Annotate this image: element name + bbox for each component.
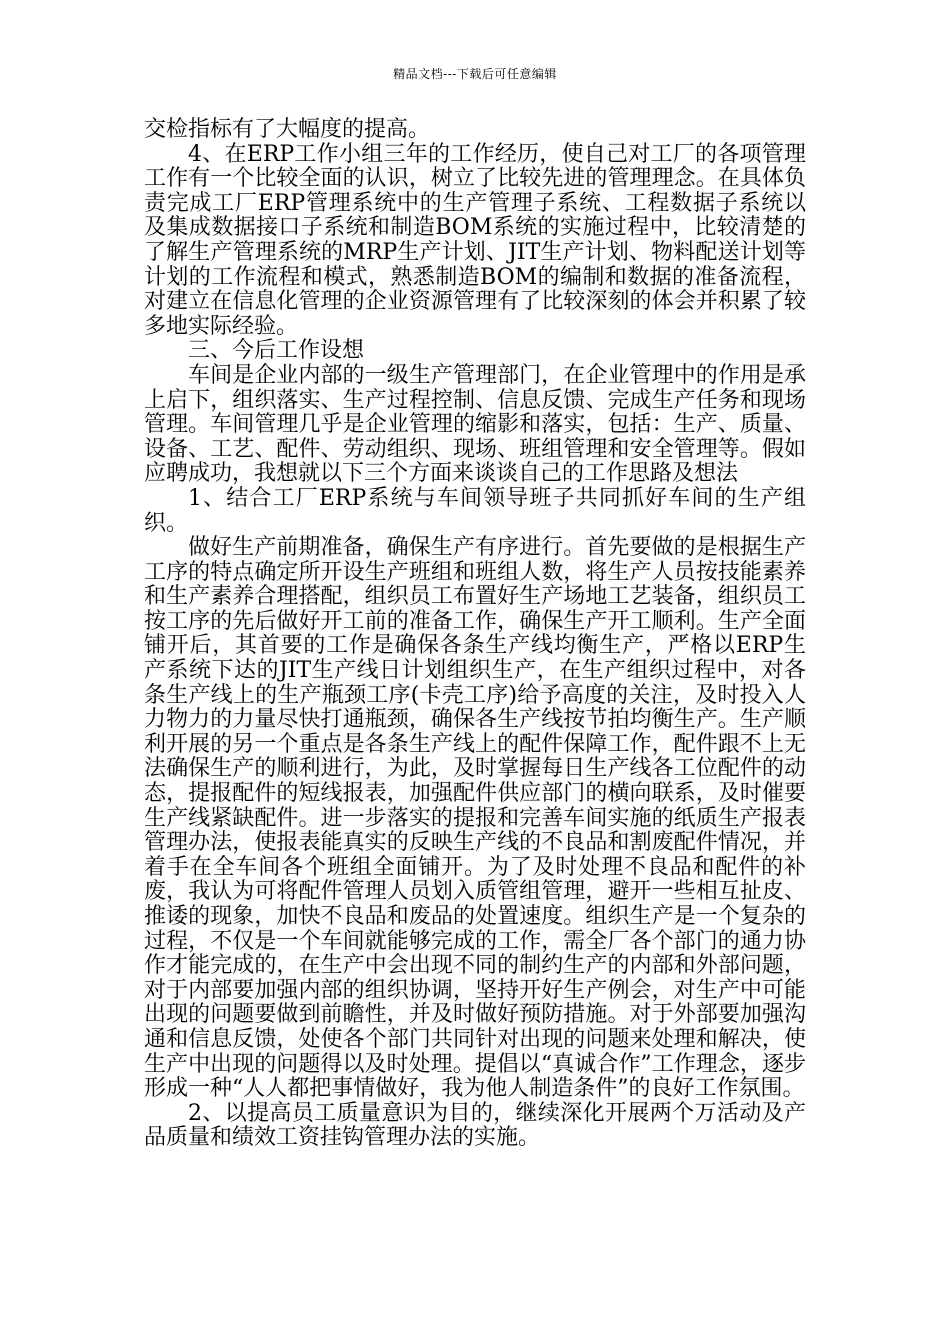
page-header: 精品文档---下载后可任意编辑 [393, 67, 557, 81]
paragraph-erp-experience: 4、在ERP工作小组三年的工作经历，使自己对工厂的各项管理工作有一个比较全面的认识，树立了比较先进的管理理念。在具体负责完成工厂ERP管理系统中的生产管理子系统、工程数据子系统以及集成数据接口子系统和制造BOM系统的实施过程中，比较清楚的了解生产管理系统的MRP生产计划、JIT生产计划、物料配送计划等计划的工作流程和模式，熟悉制造BOM的编制和数据的准备流程，对建立在信息化管理的企业资源管理有了比较深刻的体会并积累了较多地实际经验。 [144, 141, 806, 339]
subheading-quality-awareness: 2、以提高员工质量意识为目的，继续深化开展两个万活动及产品质量和绩效工资挂钩管理办法的实施。 [144, 1100, 806, 1151]
paragraph-continuation: 交检指标有了大幅度的提高。 [144, 117, 431, 142]
paragraph-workshop-role: 车间是企业内部的一级生产管理部门，在企业管理中的作用是承上启下，组织落实、生产过程控制、信息反馈、完成生产任务和现场管理。车间管理几乎是企业管理的缩影和落实，包括：生产、质量、设备、工艺、配件、劳动组织、现场、班组管理和安全管理等。假如应聘成功，我想就以下三个方面来谈谈自己的工作思路及想法 [144, 362, 806, 487]
section-heading-future-plans: 三、今后工作设想 [188, 338, 365, 364]
document-body [144, 118, 806, 1151]
paragraph-production-preparation: 做好生产前期准备，确保生产有序进行。首先要做的是根据生产工序的特点确定所开设生产班组和班组人数，将生产人员按技能素养和生产素养合理搭配，组织员工布置好生产场地工艺装备，组织员工按工序的先后做好开工前的准备工作，确保生产开工顺利。生产全面铺开后，其首要的工作是确保各条生产线均衡生产，严格以ERP生产系统下达的JIT生产线日计划组织生产，在生产组织过程中，对各条生产线上的生产瓶颈工序(卡壳工序)给予高度的关注，及时投入人力物力的力量尽快打通瓶颈，确保各生产线按节拍均衡生产。生产顺利开展的另一个重点是各条生产线上的配件保障工作，配件跟不上无法确保生产的顺利进行，为此，及时掌握每日生产线各工位配件的动态，提报配件的短线报表，加强配件供应部门的横向联系，及时催要生产线紧缺配件。进一步落实的提报和完善车间实施的纸质生产报表管理办法，使报表能真实的反映生产线的不良品和割废配件情况，并着手在全车间各个班组全面铺开。为了及时处理不良品和配件的补废，我认为可将配件管理人员划入质管组管理，避开一些相互扯皮、推诿的现象，加快不良品和废品的处置速度。组织生产是一个复杂的过程，不仅是一个车间就能够完成的工作，需全厂各个部门的通力协作才能完成的，在生产中会出现不同的制约生产的内部和外部问题，对于内部要加强内部的组织协调，坚持开好生产例会，对生产中可能出现的问题要做到前瞻性，并及时做好预防措施。对于外部要加强沟通和信息反馈，处使各个部门共同针对出现的问题来处理和解决，使生产中出现的问题得以及时处理。提倡以“真诚合作”工作理念，逐步形成一种“人人都把事情做好，我为他人制造条件”的良好工作氛围。 [144, 535, 806, 1102]
subheading-production-organization: 1、结合工厂ERP系统与车间领导班子共同抓好车间的生产组织。 [144, 485, 806, 536]
